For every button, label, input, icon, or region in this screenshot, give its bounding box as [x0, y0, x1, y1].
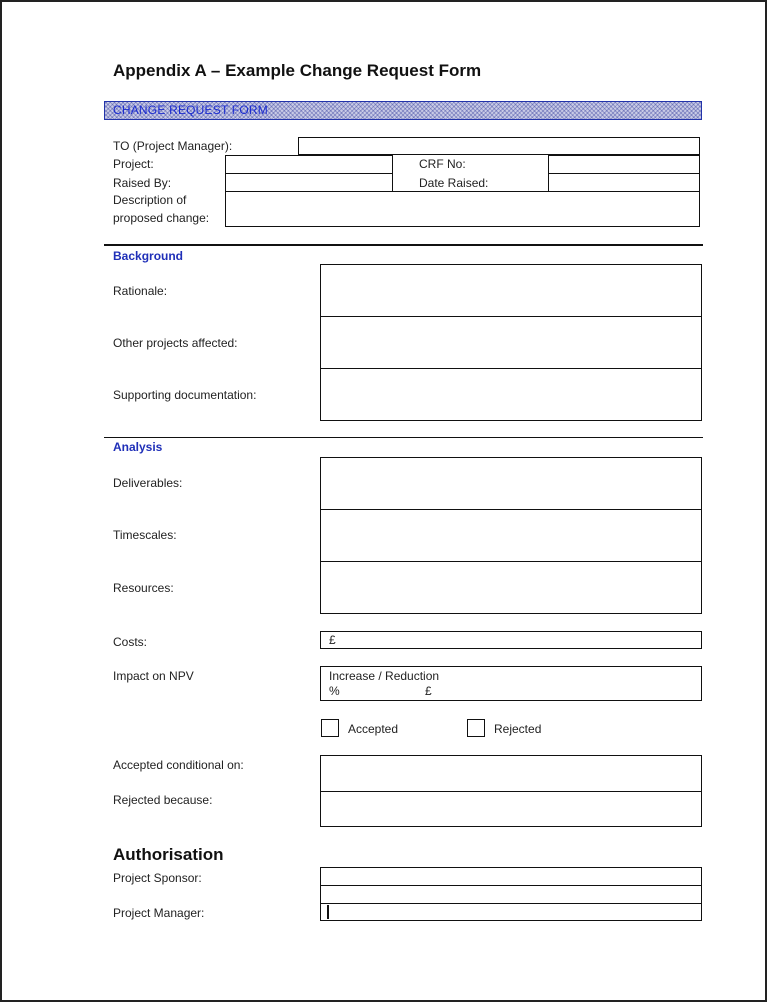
other-projects-field[interactable] — [320, 316, 702, 369]
timescales-field[interactable] — [320, 509, 702, 562]
form-banner — [104, 101, 702, 120]
rejected-checkbox[interactable] — [467, 719, 485, 737]
date-raised-field[interactable] — [548, 173, 700, 192]
to-field[interactable] — [298, 137, 700, 155]
section-divider — [104, 437, 703, 438]
accepted-conditional-field[interactable] — [320, 755, 702, 792]
accepted-checkbox[interactable] — [321, 719, 339, 737]
accepted-conditional-label: Accepted conditional on: — [113, 758, 244, 772]
accepted-label: Accepted — [348, 722, 399, 736]
rejected-because-label: Rejected because: — [113, 793, 213, 807]
crf-field[interactable] — [548, 155, 700, 174]
rationale-field[interactable] — [320, 264, 702, 317]
rejected-because-field[interactable] — [320, 791, 702, 827]
costs-label: Costs: — [113, 635, 148, 649]
impact-field[interactable] — [320, 666, 702, 701]
manager-label: Project Manager: — [113, 906, 205, 920]
page-title: Appendix A – Example Change Request Form — [113, 61, 482, 80]
manager-field[interactable] — [320, 903, 702, 921]
rejected-label: Rejected — [494, 722, 542, 736]
date-raised-label: Date Raised: — [419, 176, 489, 190]
description-label-line2: proposed change: — [113, 211, 210, 225]
resources-field[interactable] — [320, 561, 702, 614]
section-divider — [104, 244, 703, 246]
deliverables-field[interactable] — [320, 457, 702, 510]
banner-label: CHANGE REQUEST FORM — [113, 103, 268, 117]
analysis-heading: Analysis — [113, 440, 163, 454]
impact-label: Impact on NPV — [113, 669, 194, 683]
supporting-docs-field[interactable] — [320, 368, 702, 421]
authorisation-heading: Authorisation — [113, 845, 224, 864]
costs-currency: £ — [329, 633, 336, 647]
to-label: TO (Project Manager): — [113, 139, 233, 153]
resources-label: Resources: — [113, 581, 174, 595]
project-label: Project: — [113, 157, 154, 171]
description-label-line1: Description of — [113, 193, 187, 207]
sponsor-label: Project Sponsor: — [113, 871, 202, 885]
raised-by-field[interactable] — [225, 173, 393, 192]
other-projects-label: Other projects affected: — [113, 336, 238, 350]
supporting-docs-label: Supporting documentation: — [113, 388, 257, 402]
sponsor-field[interactable] — [320, 867, 702, 886]
rationale-label: Rationale: — [113, 284, 168, 298]
raised-by-label: Raised By: — [113, 176, 172, 190]
sponsor-field-extra[interactable] — [320, 885, 702, 904]
description-field[interactable] — [225, 191, 700, 227]
deliverables-label: Deliverables: — [113, 476, 183, 490]
costs-field[interactable] — [320, 631, 702, 649]
project-field[interactable] — [225, 155, 393, 174]
text-cursor — [327, 905, 329, 919]
impact-percent: % — [329, 684, 340, 698]
crf-label: CRF No: — [419, 157, 466, 171]
impact-pound: £ — [425, 684, 432, 698]
impact-increase-reduction: Increase / Reduction — [329, 669, 440, 683]
timescales-label: Timescales: — [113, 528, 177, 542]
background-heading: Background — [113, 249, 184, 263]
